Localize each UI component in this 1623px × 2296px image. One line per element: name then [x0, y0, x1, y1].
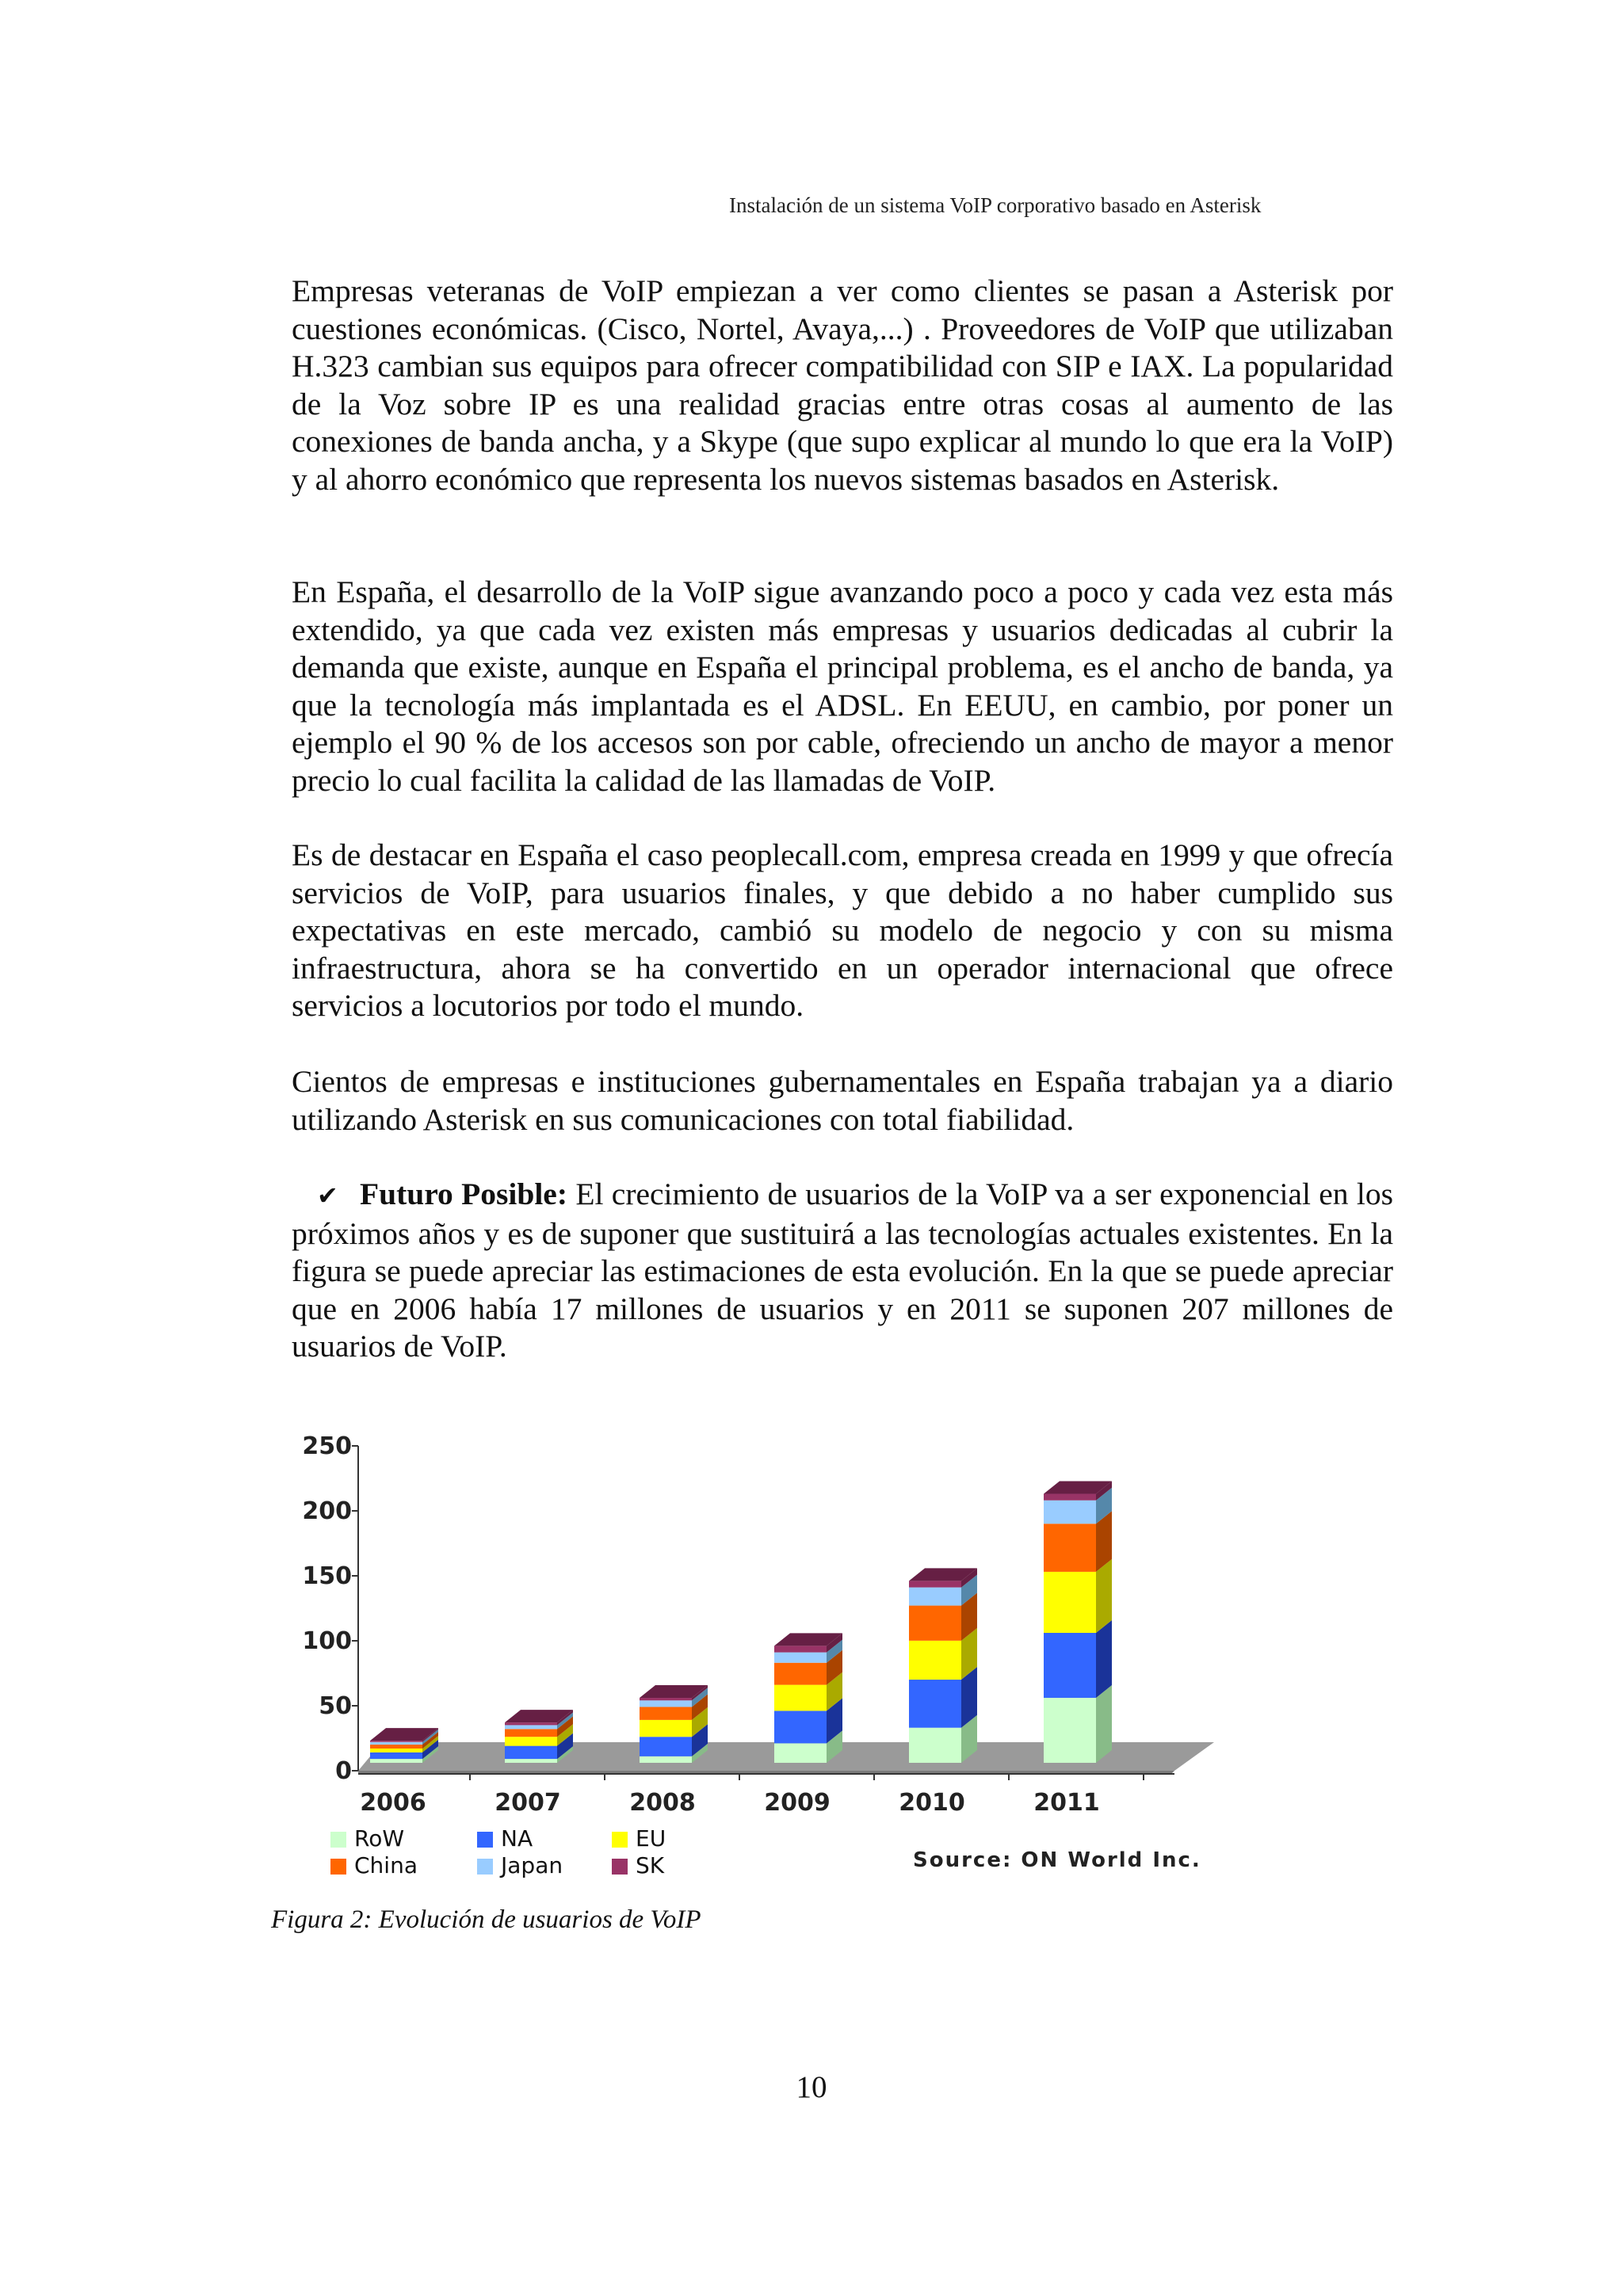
y-tick-label: 200: [302, 1497, 352, 1525]
paragraph-3: [292, 837, 1393, 1025]
y-tick-label: 100: [302, 1627, 352, 1655]
chart-layer: [302, 1432, 1214, 1878]
bar-segment: [370, 1742, 422, 1745]
legend-swatch: [612, 1859, 628, 1875]
x-category-label: 2010: [899, 1789, 965, 1817]
paragraph-1-text: Empresas veteranas de VoIP empiezan a ver como clientes se pasan a Asterisk por cuestiones económicas. (Cisco, Nortel, Avaya,...) . Proveedores de VoIP que utilizaban H.323 cambian sus equipos para ofrecer compatibilidad con SIP e IAX. La popularidad de la Voz sobre IP es una realidad gracias entre otras cosas al aumento de las conexiones de banda ancha, y a Skype (que supo explicar al mundo lo que era la VoIP) y al ahorro económico que representa los nuevos sistemas basados en Asterisk.: [292, 273, 1393, 497]
legend-swatch: [477, 1859, 493, 1875]
bar-segment: [774, 1685, 827, 1711]
bar-segment: [1044, 1494, 1096, 1501]
bar-segment: [909, 1641, 961, 1680]
x-category-label: 2006: [360, 1789, 426, 1817]
bar-segment: [370, 1759, 422, 1763]
paragraph-3-text: Es de destacar en España el caso peoplecall.com, empresa creada en 1999 y que ofrecía servicios de VoIP, para usuarios finales, y que debido a no haber cumplido sus expectativas en este mercado, cambió su modelo de negocio y con su misma infraestructura, ahora se ha convertido en un operador internacional que ofrece servicios a locutorios por todo el mundo.: [292, 837, 1393, 1023]
bar-segment: [370, 1741, 422, 1742]
legend-label: NA: [501, 1825, 533, 1852]
x-category-label: 2008: [629, 1789, 696, 1817]
future-text: El crecimiento de usuarios de la VoIP va a ser exponencial en los próximos años y es de suponer que sustituirá a las tecnologías actuales existentes. En la figura se puede apreciar las estimaciones de esta evolución. En la que se puede apreciar que en 2006 había 17 millones de usuarios y en 2011 se suponen 207 millones de usuarios de VoIP.: [292, 1177, 1393, 1363]
bar-segment: [909, 1581, 961, 1587]
legend-label: RoW: [354, 1825, 405, 1852]
legend-label: China: [354, 1852, 418, 1878]
bar-segment-side: [1096, 1559, 1112, 1633]
bar-segment: [774, 1653, 827, 1663]
paragraph-5: [292, 1176, 1393, 1366]
paragraph-4: [292, 1063, 1393, 1138]
legend-swatch: [612, 1832, 628, 1848]
legend-swatch: [330, 1832, 346, 1848]
legend-swatch: [330, 1859, 346, 1875]
paragraph-2: [292, 574, 1393, 799]
y-tick-label: 250: [302, 1432, 352, 1460]
bar-segment: [640, 1700, 692, 1707]
bar-segment: [640, 1720, 692, 1737]
bar-segment-side: [1096, 1685, 1112, 1763]
x-category-label: 2011: [1033, 1789, 1100, 1817]
bar-segment: [640, 1756, 692, 1763]
legend-label: EU: [636, 1825, 666, 1852]
chart-source: Source: ON World Inc.: [913, 1848, 1201, 1872]
y-tick-label: 0: [335, 1757, 352, 1785]
bar-segment: [909, 1588, 961, 1606]
page-number: 10: [796, 2070, 827, 2104]
bar-segment: [774, 1663, 827, 1685]
bar-segment: [640, 1737, 692, 1756]
bar-segment: [774, 1711, 827, 1743]
running-header: Instalación de un sistema VoIP corporativo basado en Asterisk: [729, 193, 1262, 217]
bar-segment: [640, 1707, 692, 1719]
bar-segment: [505, 1746, 557, 1759]
bar-segment: [909, 1728, 961, 1763]
bar-segment: [505, 1737, 557, 1745]
bar-segment-side: [1096, 1620, 1112, 1698]
bar-segment: [1044, 1698, 1096, 1763]
paragraph-2-text: En España, el desarrollo de la VoIP sigue avanzando poco a poco y cada vez esta más extendido, ya que cada vez existen más empresas y usuarios dedicadas al cubrir la demanda que existe, aunque en España el principal problema, es el ancho de banda, ya que la tecnología más implantada es el ADSL. En EEUU, en cambio, por poner un ejemplo el 90 % de los accesos son por cable, ofreciendo un ancho de mayor a menor precio lo cual facilita la calidad de las llamadas de VoIP.: [292, 574, 1393, 798]
voip-users-chart: [295, 1418, 1230, 1909]
x-category-label: 2007: [495, 1789, 561, 1817]
y-tick-label: 150: [302, 1562, 352, 1590]
y-tick-label: 50: [319, 1692, 352, 1720]
bar-segment: [505, 1722, 557, 1725]
bar-segment: [640, 1698, 692, 1700]
legend-label: SK: [636, 1852, 665, 1878]
bar-segment: [1044, 1572, 1096, 1633]
bar-segment: [505, 1725, 557, 1729]
figure-caption: Figura 2: Evolución de usuarios de VoIP: [271, 1905, 701, 1934]
bar-segment: [505, 1759, 557, 1763]
bar-segment: [774, 1743, 827, 1763]
bar-segment: [370, 1745, 422, 1749]
legend-label: Japan: [501, 1852, 563, 1878]
checkmark-icon: ✔: [317, 1180, 338, 1211]
bar-segment: [1044, 1633, 1096, 1698]
paragraph-4-text: Cientos de empresas e instituciones gubernamentales en España trabajan ya a diario utilizando Asterisk en sus comunicaciones con total fiabilidad.: [292, 1064, 1393, 1137]
bar-segment: [370, 1749, 422, 1753]
paragraph-1: [292, 273, 1393, 498]
x-category-label: 2009: [764, 1789, 831, 1817]
bar-segment: [1044, 1524, 1096, 1572]
bar-segment: [909, 1680, 961, 1728]
bar-segment: [909, 1606, 961, 1641]
bar-segment: [774, 1646, 827, 1652]
legend-swatch: [477, 1832, 493, 1848]
bar-segment: [505, 1729, 557, 1737]
future-label: Futuro Posible:: [360, 1177, 567, 1211]
bar-segment: [1044, 1501, 1096, 1524]
bar-segment: [370, 1753, 422, 1759]
